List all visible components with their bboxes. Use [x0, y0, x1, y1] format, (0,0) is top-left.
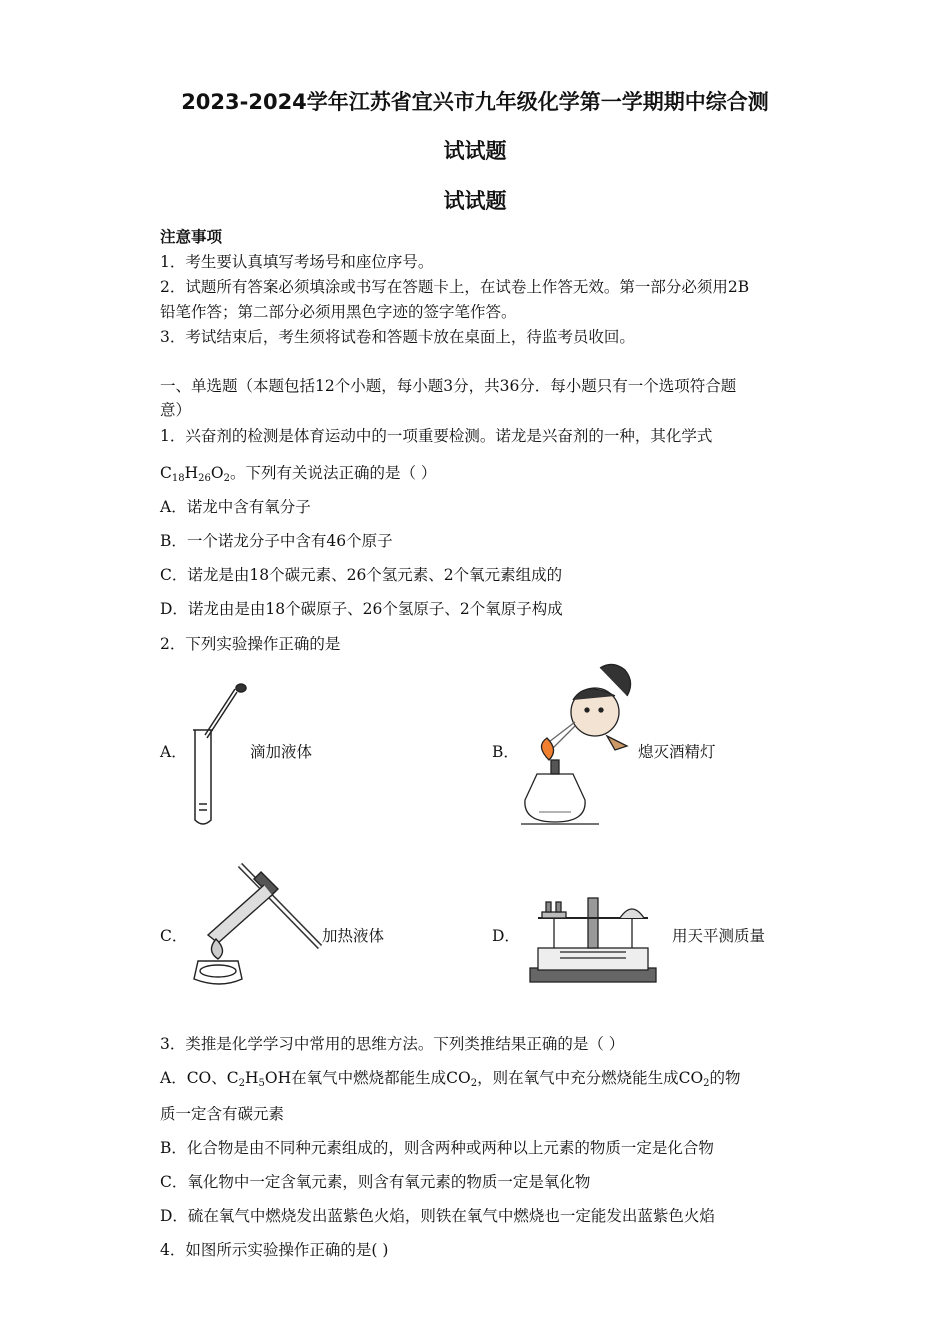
- q3-option-b: B．化合物是由不同种元素组成的，则含两种或两种以上元素的物质一定是化合物: [160, 1139, 714, 1157]
- q3-a-sub: 2: [470, 1078, 478, 1089]
- q2-option-b-label: 熄灭酒精灯: [638, 743, 716, 761]
- q3-stem: 3．类推是化学学习中常用的思维方法。下列类推结果正确的是（ ）: [160, 1035, 625, 1053]
- q3-a-sub: 5: [258, 1078, 265, 1089]
- q2-option-c-label: 加热液体: [322, 927, 385, 945]
- flame-icon: [541, 738, 553, 760]
- q1-formula-c: C: [160, 464, 172, 482]
- q2-option-a-label: 滴加液体: [250, 743, 313, 761]
- page-title-line3: 试试题: [443, 189, 507, 213]
- balance-pillar: [588, 898, 598, 948]
- q2-option-d-label: 用天平测质量: [672, 927, 766, 945]
- q3-a-text: H: [245, 1069, 259, 1087]
- q1-formula-line: [160, 463, 436, 483]
- q3-a-text: 的物: [709, 1069, 741, 1087]
- q1-formula-o-sub: 2: [223, 473, 230, 484]
- q3-a-text: ，则在氧气中充分燃烧能生成CO: [477, 1069, 704, 1087]
- q3-a-sub: 2: [238, 1078, 245, 1089]
- q1-option-a: A．诺龙中含有氧分子: [160, 498, 311, 516]
- q2-stem: 2．下列实验操作正确的是: [160, 635, 341, 653]
- q1-formula-c-sub: 18: [171, 473, 185, 484]
- q2-option-c-letter: C．: [160, 927, 188, 945]
- q1-formula-h: H: [184, 464, 199, 482]
- q2-option-b-letter: B．: [492, 743, 519, 761]
- q2-option-a-letter: A．: [160, 743, 187, 761]
- q2-option-d-letter: D．: [492, 927, 520, 945]
- page-title-line2: 试试题: [443, 139, 507, 163]
- q1-option-b: B．一个诺龙分子中含有46个原子: [160, 532, 393, 550]
- page-title: 2023-2024学年江苏省宜兴市九年级化学第一学期期中综合测: [181, 90, 769, 114]
- dropper-testtube-figure: [185, 680, 255, 830]
- q3-option-a-cont: 质一定含有碳元素: [160, 1105, 285, 1123]
- notice-item: 2．试题所有答案必须填涂或书写在答题卡上，在试卷上作答无效。第一部分必须用2B: [160, 278, 750, 296]
- section-heading-cont: 意）: [160, 401, 192, 419]
- heating-liquid-figure: [188, 855, 323, 990]
- left-pan-icon: [542, 912, 566, 918]
- flame-icon: [211, 939, 222, 959]
- q3-a-text: A．CO、C: [160, 1069, 239, 1087]
- shirt-icon: [607, 736, 627, 750]
- section-heading: 一、单选题（本题包括12个小题，每小题3分，共36分．每小题只有一个选项符合题: [160, 377, 737, 395]
- q1-stem: 1．兴奋剂的检测是体育运动中的一项重要检测。诺龙是兴奋剂的一种，其化学式: [160, 427, 713, 445]
- q1-stem-tail: 。下列有关说法正确的是（ ）: [229, 464, 437, 482]
- q3-option-c: C．氧化物中一定含氧元素，则含有氧元素的物质一定是氧化物: [160, 1173, 591, 1191]
- q3-option-a: [160, 1068, 741, 1088]
- q1-formula-o: O: [210, 464, 224, 482]
- q1-option-c: C．诺龙是由18个碳元素、26个氢元素、2个氧元素组成的: [160, 566, 563, 584]
- right-pan-icon: [620, 909, 644, 918]
- notice-heading: 注意事项: [160, 227, 223, 246]
- balance-figure: [520, 888, 670, 986]
- alcohol-lamp-icon: [525, 774, 585, 822]
- notice-item: 3．考试结束后，考生须将试卷和答题卡放在桌面上，待监考员收回。: [160, 328, 635, 346]
- q3-option-d: D．硫在氧气中燃烧发出蓝紫色火焰，则铁在氧气中燃烧也一定能发出蓝紫色火焰: [160, 1207, 715, 1225]
- q3-a-text: OH在氧气中燃烧都能生成CO: [264, 1069, 471, 1087]
- notice-item: 铅笔作答；第二部分必须用黑色字迹的签字笔作答。: [160, 303, 517, 321]
- q3-a-sub: 2: [703, 1078, 710, 1089]
- q1-formula-h-sub: 26: [198, 473, 211, 484]
- dropper-bulb: [236, 684, 246, 692]
- q1-option-d: D．诺龙由是由18个碳原子、26个氢原子、2个氧原子构成: [160, 600, 563, 618]
- weight-icon: [546, 902, 551, 912]
- notice-item: 1．考生要认真填写考场号和座位序号。: [160, 253, 434, 271]
- blow-out-lamp-figure: [515, 660, 640, 830]
- q4-stem: 4．如图所示实验操作正确的是( ): [160, 1241, 389, 1259]
